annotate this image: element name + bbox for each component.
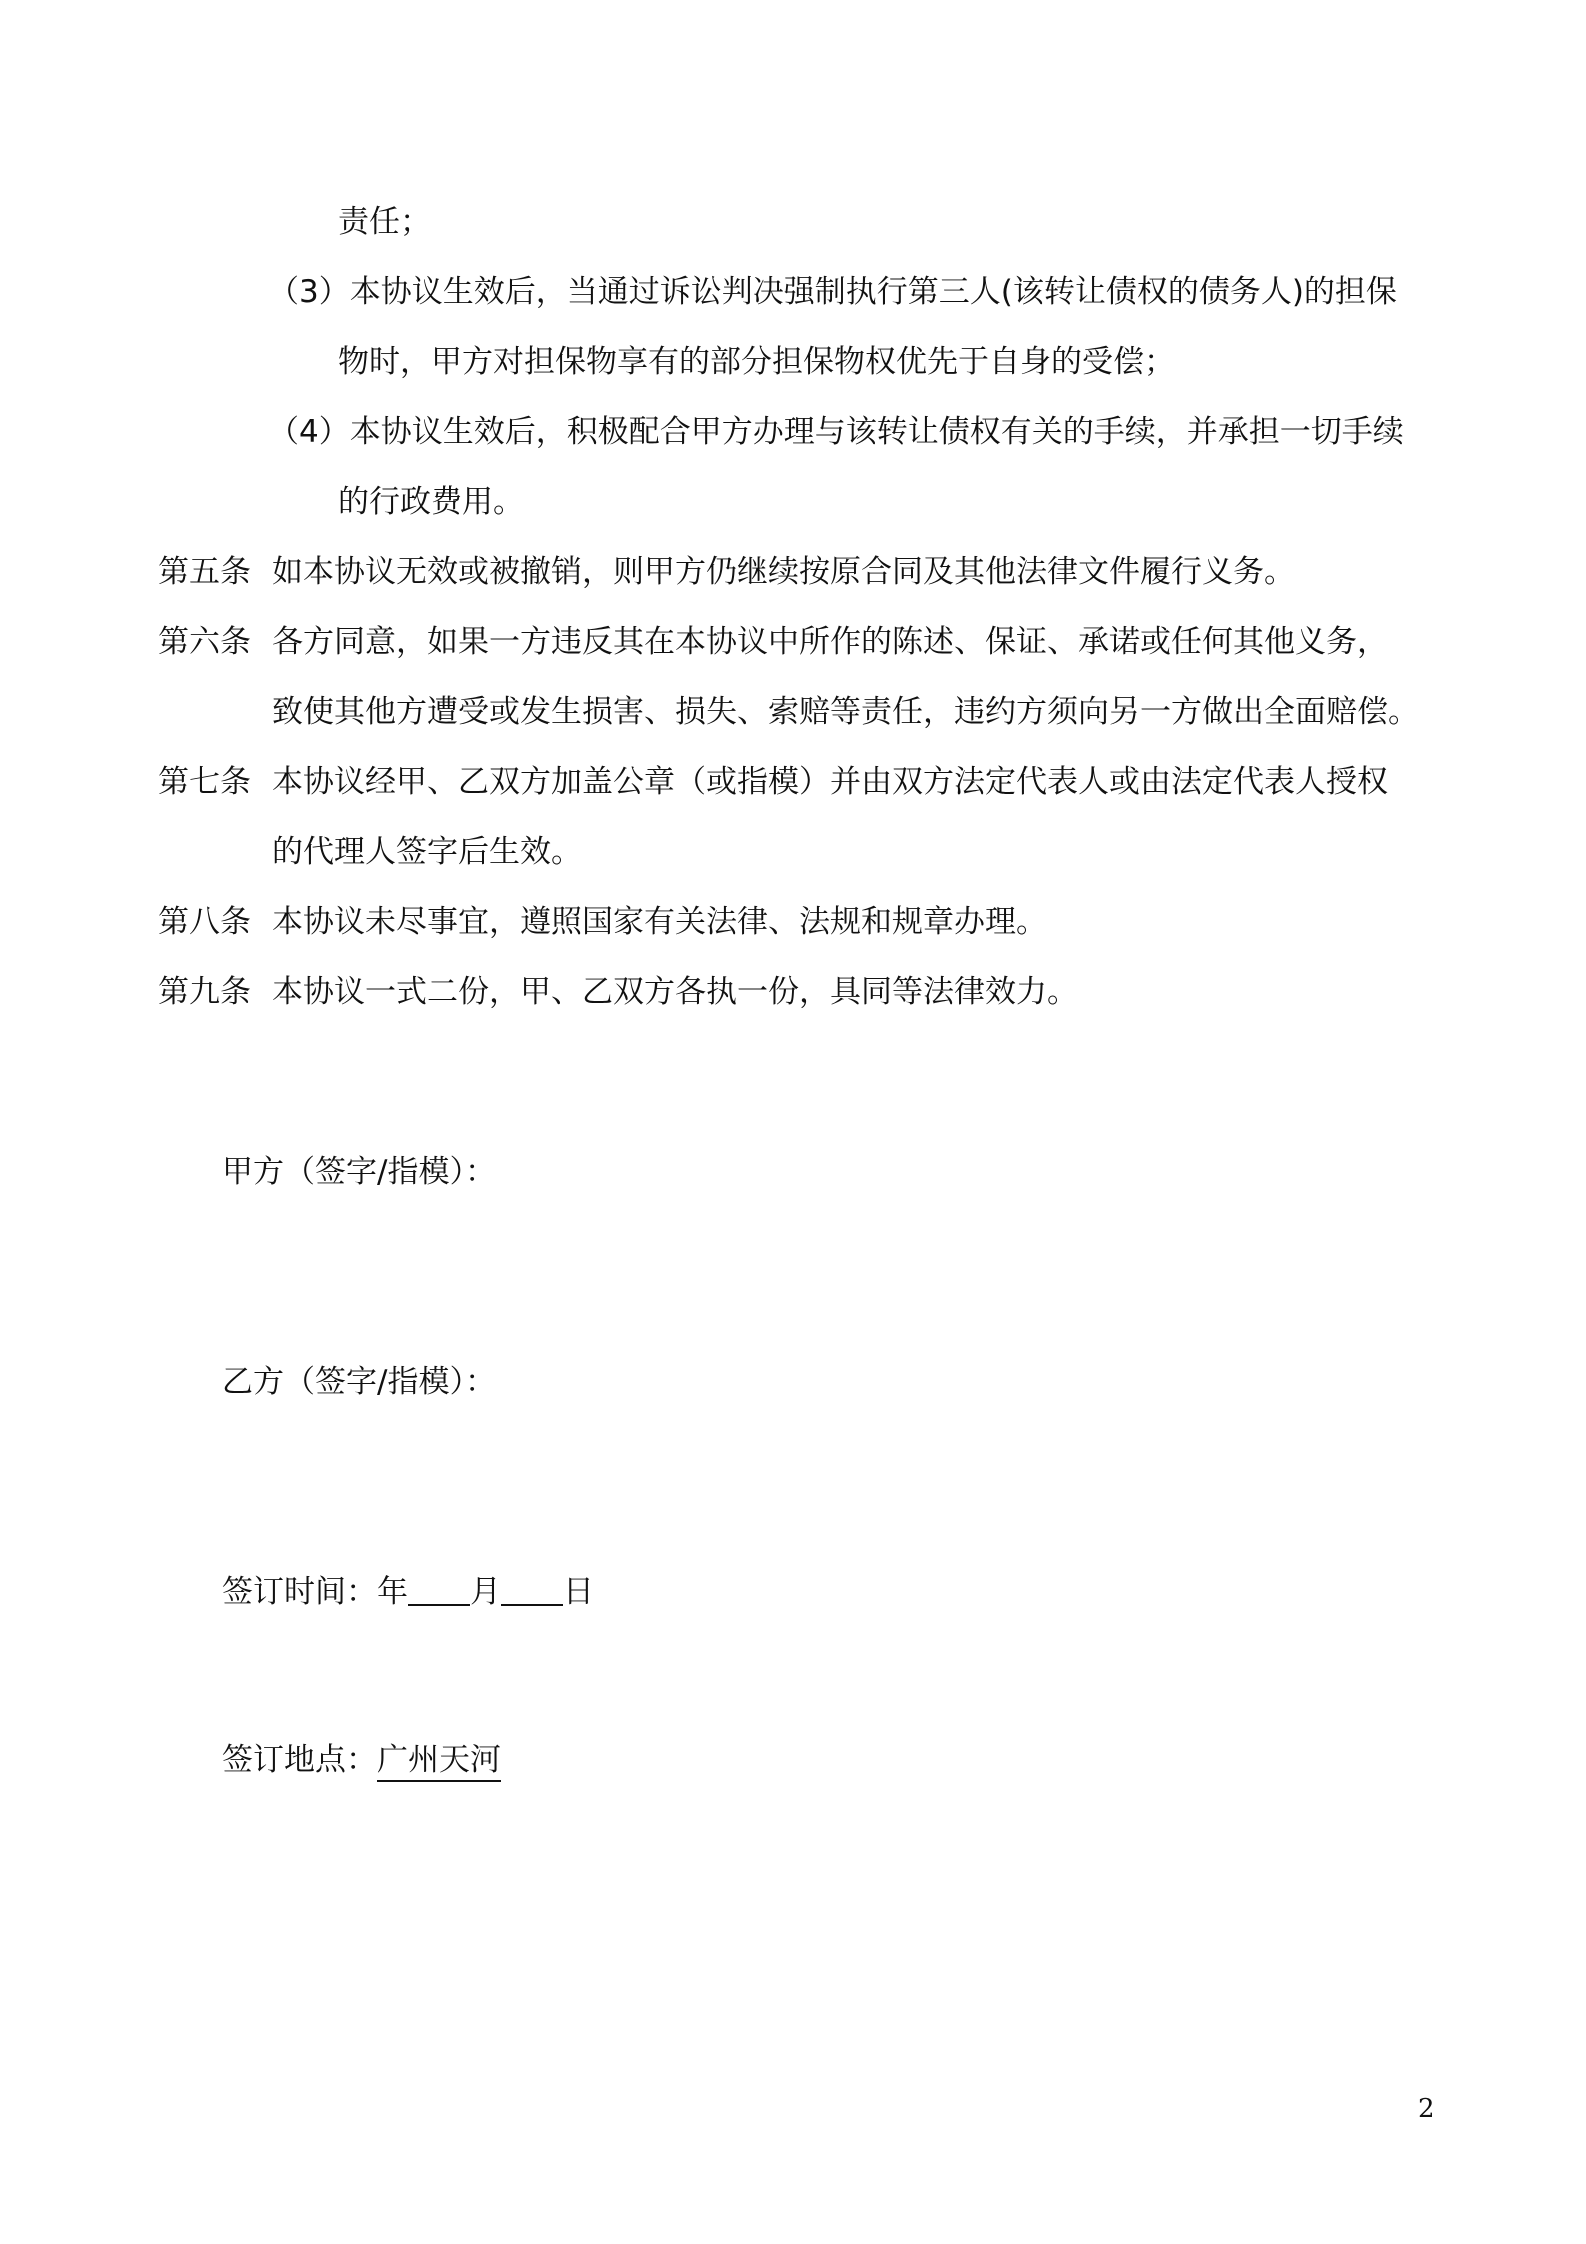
item-3-line-2: 物时，甲方对担保物享有的部分担保物权优先于自身的受偿； (338, 344, 1175, 380)
article-5-number: 第五条 (158, 554, 251, 590)
signing-date (222, 1572, 594, 1612)
item-4-line-2: 的行政费用。 (338, 484, 524, 520)
article-7-number: 第七条 (158, 764, 251, 800)
signing-date-label: 签订时间： (222, 1574, 377, 1610)
party-a-signature-label: 甲方（签字/指模）： (222, 1154, 496, 1190)
signing-place-label: 签订地点： (222, 1742, 377, 1778)
month-blank (408, 1572, 470, 1606)
article-9-number: 第九条 (158, 974, 251, 1010)
page-number: 2 (1418, 2094, 1435, 2124)
article-6-text-line-2: 致使其他方遭受或发生损害、损失、索赔等责任，违约方须向另一方做出全面赔偿。 (272, 694, 1419, 730)
item-continuation: 责任； (338, 204, 431, 240)
year-label: 年 (377, 1574, 408, 1610)
article-8-number: 第八条 (158, 904, 251, 940)
article-6-number: 第六条 (158, 624, 251, 660)
signing-place-value: 广州天河 (377, 1742, 501, 1782)
article-6-text-line-1: 各方同意，如果一方违反其在本协议中所作的陈述、保证、承诺或任何其他义务， (272, 624, 1388, 660)
article-7-text-line-2: 的代理人签字后生效。 (272, 834, 582, 870)
article-9-text: 本协议一式二份，甲、乙双方各执一份，具同等法律效力。 (272, 974, 1078, 1010)
article-8-text: 本协议未尽事宜，遵照国家有关法律、法规和规章办理。 (272, 904, 1047, 940)
item-3-line-1: （3）本协议生效后，当通过诉讼判决强制执行第三人(该转让债权的债务人)的担保 (268, 274, 1397, 310)
month-label: 月 (470, 1574, 501, 1610)
article-7-text-line-1: 本协议经甲、乙双方加盖公章（或指模）并由双方法定代表人或由法定代表人授权 (272, 764, 1388, 800)
day-blank (501, 1572, 563, 1606)
signing-place (222, 1740, 501, 1780)
party-b-signature-label: 乙方（签字/指模）： (222, 1364, 496, 1400)
day-label: 日 (563, 1574, 594, 1610)
item-4-line-1: （4）本协议生效后，积极配合甲方办理与该转让债权有关的手续，并承担一切手续 (268, 414, 1404, 450)
article-5-text: 如本协议无效或被撤销，则甲方仍继续按原合同及其他法律文件履行义务。 (272, 554, 1295, 590)
